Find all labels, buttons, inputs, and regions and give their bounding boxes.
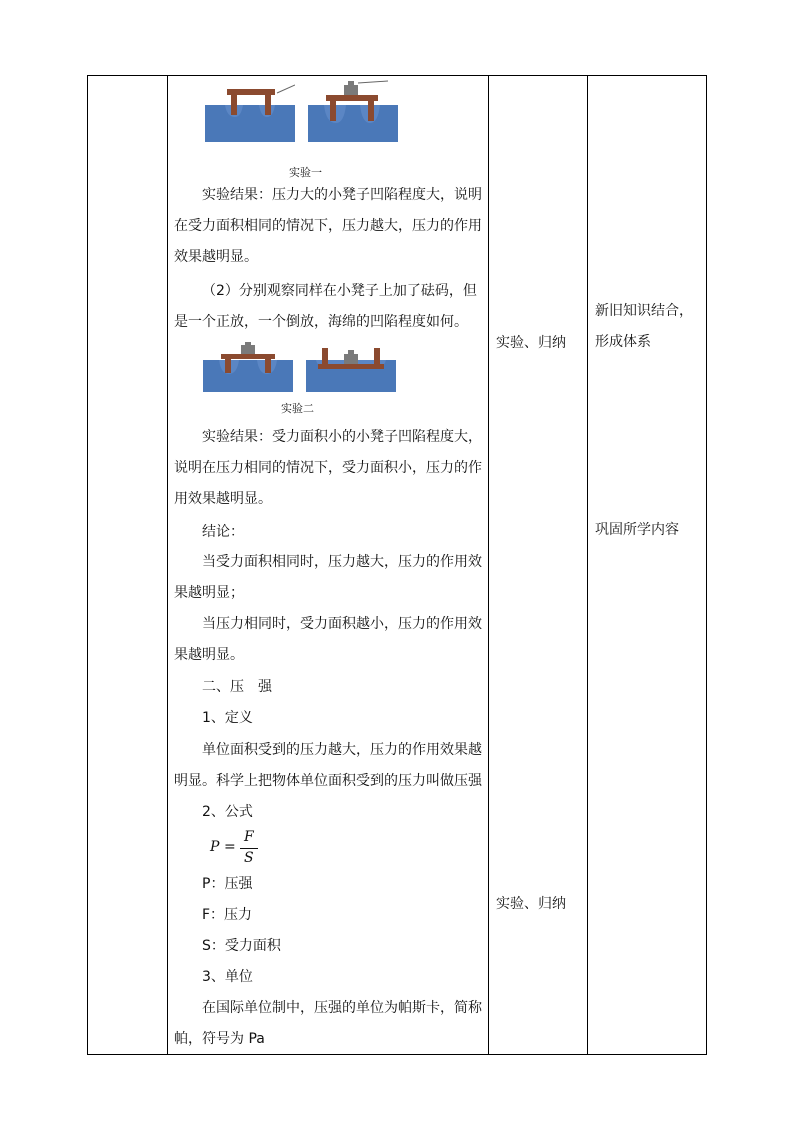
content-column [174, 76, 488, 1054]
unit-line: 帕，符号为 Pa [174, 1031, 265, 1047]
experiment-two-intro-line: （2）分别观察同样在小凳子上加了砝码，但 [202, 283, 477, 299]
column-divider [167, 76, 168, 1054]
column-divider [488, 76, 489, 1054]
experiment-one-figure-a [205, 79, 295, 142]
method-cell: 实验、归纳 [496, 896, 566, 912]
conclusion-line: 果越明显； [174, 585, 244, 601]
purpose-line: 形成体系 [595, 334, 651, 350]
experiment-two-result-line: 用效果越明显。 [174, 491, 272, 507]
formula-numerator: F [244, 829, 254, 845]
experiment-two-figure-a [203, 342, 293, 392]
lesson-table [87, 75, 707, 1055]
unit-line: 在国际单位制中，压强的单位为帕斯卡，简称 [202, 1000, 482, 1016]
conclusion-label: 结论： [202, 524, 244, 540]
experiment-one-result-line: 在受力面积相同的情况下，压力越大，压力的作用 [174, 218, 482, 234]
formula-title: 2、公式 [202, 804, 253, 820]
unit-title: 3、单位 [202, 969, 253, 985]
purpose-line: 巩固所学内容 [595, 522, 679, 538]
section-title: 二、压 强 [202, 679, 272, 695]
purpose-line: 新旧知识结合， [595, 303, 693, 319]
experiment-two-result-line: 实验结果：受力面积小的小凳子凹陷程度大， [202, 429, 482, 445]
method-cell: 实验、归纳 [496, 335, 566, 351]
definition-title: 1、定义 [202, 710, 253, 726]
experiment-one-caption: 实验一 [289, 166, 322, 179]
experiment-two-intro-line: 是一个正放，一个倒放，海绵的凹陷程度如何。 [174, 314, 468, 330]
conclusion-line: 果越明显。 [174, 647, 244, 663]
fraction-bar [240, 848, 258, 849]
experiment-two-figure-b [306, 342, 396, 392]
symbol-p-definition: P：压强 [202, 876, 253, 892]
conclusion-line: 当压力相同时，受力面积越小，压力的作用效 [202, 616, 482, 632]
formula-lhs: P [210, 839, 220, 855]
column-divider [587, 76, 588, 1054]
symbol-f-definition: F：压力 [202, 907, 253, 923]
experiment-one-result-line: 效果越明显。 [174, 249, 258, 265]
formula-denominator: S [244, 850, 254, 866]
experiment-one-figure-b [308, 79, 398, 142]
experiment-two-caption: 实验二 [281, 402, 314, 415]
experiment-one-result-line: 实验结果：压力大的小凳子凹陷程度大，说明 [202, 187, 482, 203]
pressure-formula [206, 829, 276, 869]
definition-line: 明显。科学上把物体单位面积受到的压力叫做压强 [174, 773, 482, 789]
definition-line: 单位面积受到的压力越大，压力的作用效果越 [202, 742, 482, 758]
experiment-two-result-line: 说明在压力相同的情况下，受力面积小，压力的作 [174, 460, 482, 476]
symbol-s-definition: S：受力面积 [202, 938, 281, 954]
formula-equals: = [224, 839, 236, 855]
conclusion-line: 当受力面积相同时，压力越大，压力的作用效 [202, 554, 482, 570]
